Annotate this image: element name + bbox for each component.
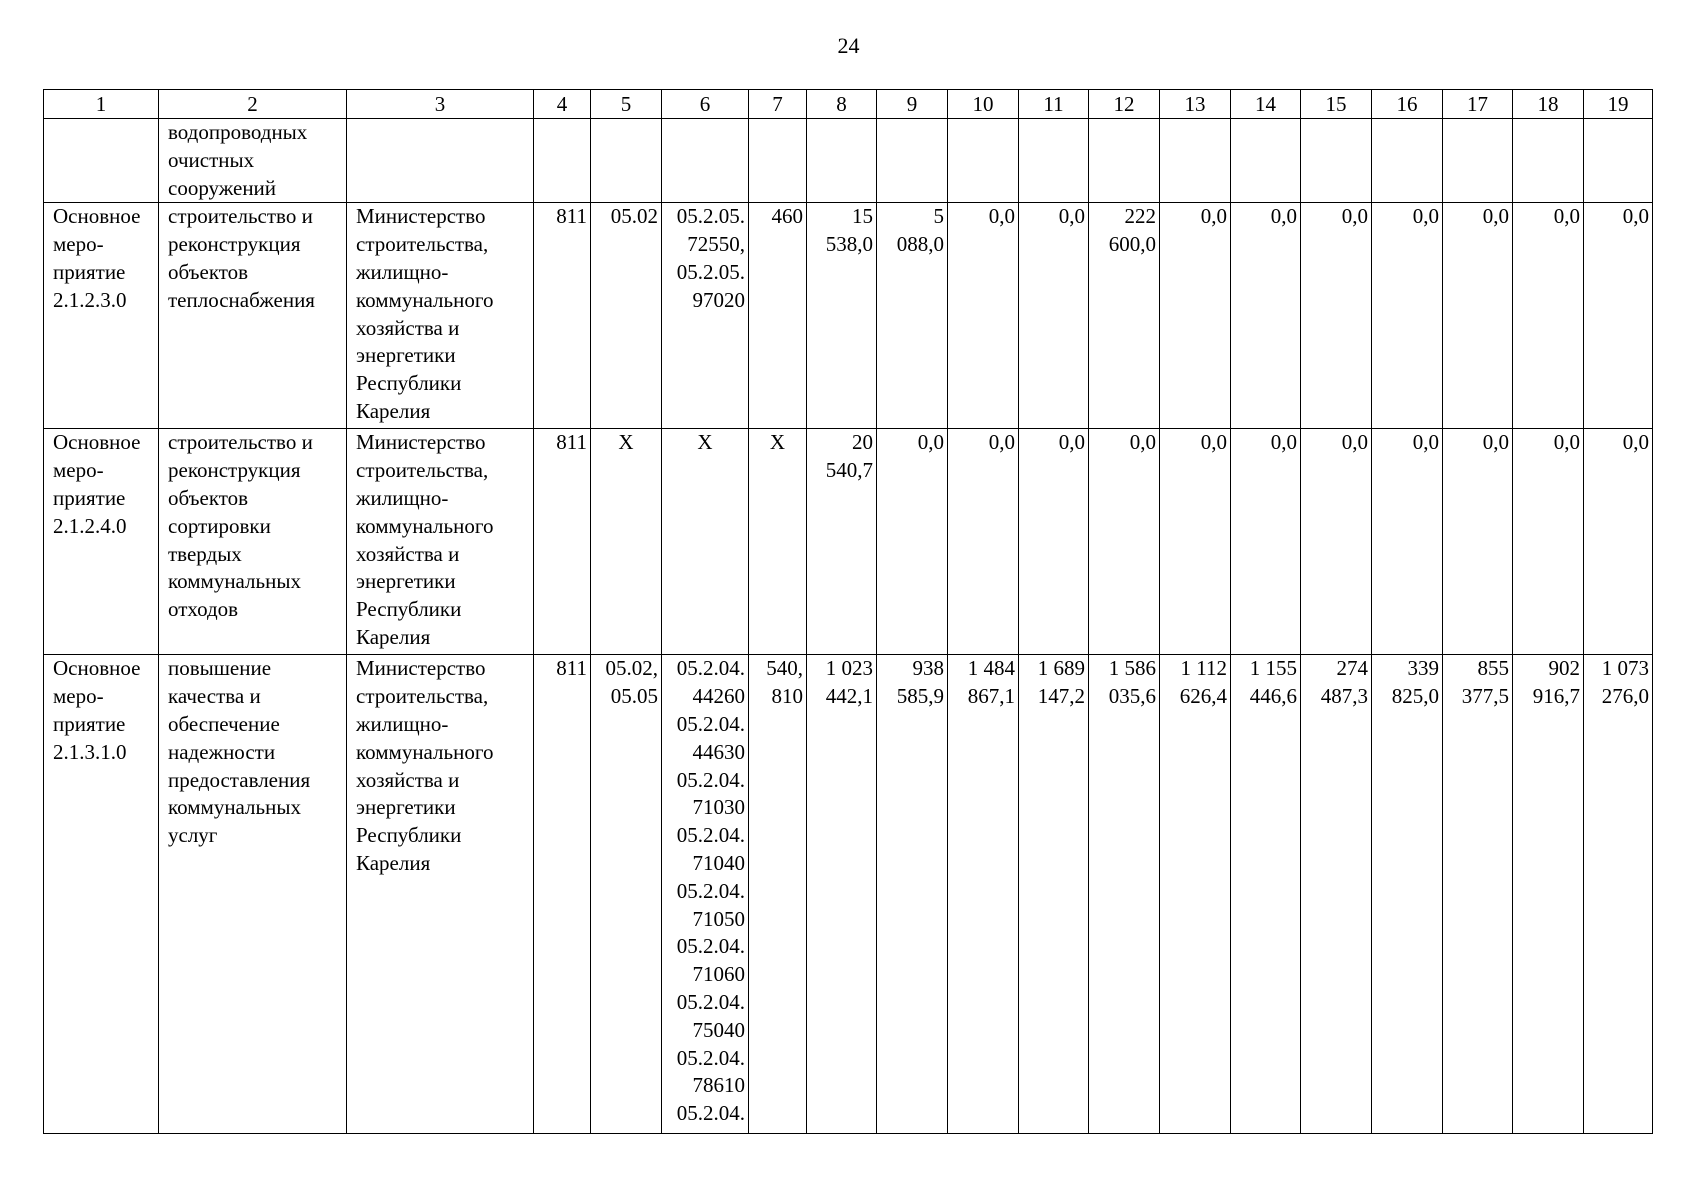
column-header: 15 xyxy=(1301,90,1372,119)
column-header: 17 xyxy=(1443,90,1513,119)
column-header: 6 xyxy=(662,90,749,119)
expense-type-cell: 460 xyxy=(749,203,807,429)
measure-cell: Основное меро- приятие 2.1.2.3.0 xyxy=(44,203,159,429)
column-header: 9 xyxy=(877,90,948,119)
value-cell: 0,0 xyxy=(877,429,948,655)
column-header: 5 xyxy=(591,90,662,119)
value-cell: 0,0 xyxy=(1231,203,1301,429)
section-cell: 05.02 xyxy=(591,203,662,429)
value-cell: 1 155 446,6 xyxy=(1231,655,1301,1134)
value-cell: 0,0 xyxy=(1019,203,1089,429)
expense-type-cell: 540, 810 xyxy=(749,655,807,1134)
executor-cell: Министерство строительства, жилищно- коммунального хозяйства и энергетики Республики Карелия xyxy=(347,655,534,1134)
executor-cell xyxy=(347,119,534,203)
target-article-cell: 05.2.04. 44260 05.2.04. 44630 05.2.04. 71030 05.2.04. 71040 05.2.04. 71050 05.2.04. 71060 05.2.04. 75040 05.2.04. 78610 05.2.04. xyxy=(662,655,749,1134)
value-cell: 1 586 035,6 xyxy=(1089,655,1160,1134)
column-header: 14 xyxy=(1231,90,1301,119)
measure-cell: Основное меро- приятие 2.1.3.1.0 xyxy=(44,655,159,1134)
value-cell: 0,0 xyxy=(1301,203,1372,429)
value-cell xyxy=(1584,119,1653,203)
value-cell: 20 540,7 xyxy=(807,429,877,655)
table-row xyxy=(44,203,1653,429)
value-cell xyxy=(1160,119,1231,203)
column-header: 3 xyxy=(347,90,534,119)
column-header: 8 xyxy=(807,90,877,119)
measure-cell: Основное меро- приятие 2.1.2.4.0 xyxy=(44,429,159,655)
data-table xyxy=(43,89,1653,1134)
value-cell: 0,0 xyxy=(1089,429,1160,655)
target-article-cell: Х xyxy=(662,429,749,655)
executor-cell: Министерство строительства, жилищно- коммунального хозяйства и энергетики Республики Карелия xyxy=(347,203,534,429)
column-header: 11 xyxy=(1019,90,1089,119)
section-cell xyxy=(591,119,662,203)
value-cell: 0,0 xyxy=(948,429,1019,655)
value-cell: 1 484 867,1 xyxy=(948,655,1019,1134)
value-cell xyxy=(1443,119,1513,203)
value-cell: 0,0 xyxy=(1019,429,1089,655)
value-cell: 0,0 xyxy=(1372,203,1443,429)
code-cell: 811 xyxy=(534,429,591,655)
value-cell: 1 073 276,0 xyxy=(1584,655,1653,1134)
value-cell: 5 088,0 xyxy=(877,203,948,429)
description-cell: строительство и реконструкция объектов теплоснабжения xyxy=(159,203,347,429)
value-cell xyxy=(1019,119,1089,203)
column-header: 19 xyxy=(1584,90,1653,119)
executor-cell: Министерство строительства, жилищно- коммунального хозяйства и энергетики Республики Карелия xyxy=(347,429,534,655)
column-header: 16 xyxy=(1372,90,1443,119)
code-cell xyxy=(534,119,591,203)
value-cell xyxy=(807,119,877,203)
column-header: 18 xyxy=(1513,90,1584,119)
value-cell xyxy=(948,119,1019,203)
value-cell: 0,0 xyxy=(1231,429,1301,655)
value-cell: 274 487,3 xyxy=(1301,655,1372,1134)
value-cell: 339 825,0 xyxy=(1372,655,1443,1134)
value-cell: 0,0 xyxy=(1443,429,1513,655)
value-cell xyxy=(1231,119,1301,203)
page-number: 24 xyxy=(837,33,860,58)
value-cell: 222 600,0 xyxy=(1089,203,1160,429)
target-article-cell xyxy=(662,119,749,203)
expense-type-cell xyxy=(749,119,807,203)
column-header: 12 xyxy=(1089,90,1160,119)
value-cell: 0,0 xyxy=(1301,429,1372,655)
value-cell: 0,0 xyxy=(1584,429,1653,655)
value-cell: 0,0 xyxy=(1443,203,1513,429)
column-header: 7 xyxy=(749,90,807,119)
description-cell: повышение качества и обеспечение надежности предоставления коммунальных услуг xyxy=(159,655,347,1134)
value-cell xyxy=(1372,119,1443,203)
section-cell: 05.02, 05.05 xyxy=(591,655,662,1134)
value-cell xyxy=(1301,119,1372,203)
value-cell: 1 112 626,4 xyxy=(1160,655,1231,1134)
value-cell xyxy=(877,119,948,203)
value-cell: 0,0 xyxy=(1372,429,1443,655)
value-cell xyxy=(1513,119,1584,203)
value-cell: 855 377,5 xyxy=(1443,655,1513,1134)
table-row xyxy=(44,429,1653,655)
table-row xyxy=(44,119,1653,203)
expense-type-cell: Х xyxy=(749,429,807,655)
target-article-cell: 05.2.05. 72550, 05.2.05. 97020 xyxy=(662,203,749,429)
description-cell: строительство и реконструкция объектов сортировки твердых коммунальных отходов xyxy=(159,429,347,655)
code-cell: 811 xyxy=(534,655,591,1134)
value-cell: 0,0 xyxy=(1513,429,1584,655)
value-cell: 0,0 xyxy=(1160,203,1231,429)
column-header: 4 xyxy=(534,90,591,119)
value-cell: 0,0 xyxy=(1513,203,1584,429)
value-cell: 0,0 xyxy=(948,203,1019,429)
value-cell: 938 585,9 xyxy=(877,655,948,1134)
code-cell: 811 xyxy=(534,203,591,429)
value-cell: 0,0 xyxy=(1584,203,1653,429)
column-header: 2 xyxy=(159,90,347,119)
description-cell: водопроводных очистных сооружений xyxy=(159,119,347,203)
column-header: 10 xyxy=(948,90,1019,119)
section-cell: Х xyxy=(591,429,662,655)
table-row xyxy=(44,655,1653,1134)
column-header: 1 xyxy=(44,90,159,119)
value-cell: 0,0 xyxy=(1160,429,1231,655)
value-cell: 1 689 147,2 xyxy=(1019,655,1089,1134)
measure-cell xyxy=(44,119,159,203)
header-row xyxy=(44,90,1653,119)
value-cell: 902 916,7 xyxy=(1513,655,1584,1134)
value-cell: 1 023 442,1 xyxy=(807,655,877,1134)
column-header: 13 xyxy=(1160,90,1231,119)
value-cell xyxy=(1089,119,1160,203)
value-cell: 15 538,0 xyxy=(807,203,877,429)
